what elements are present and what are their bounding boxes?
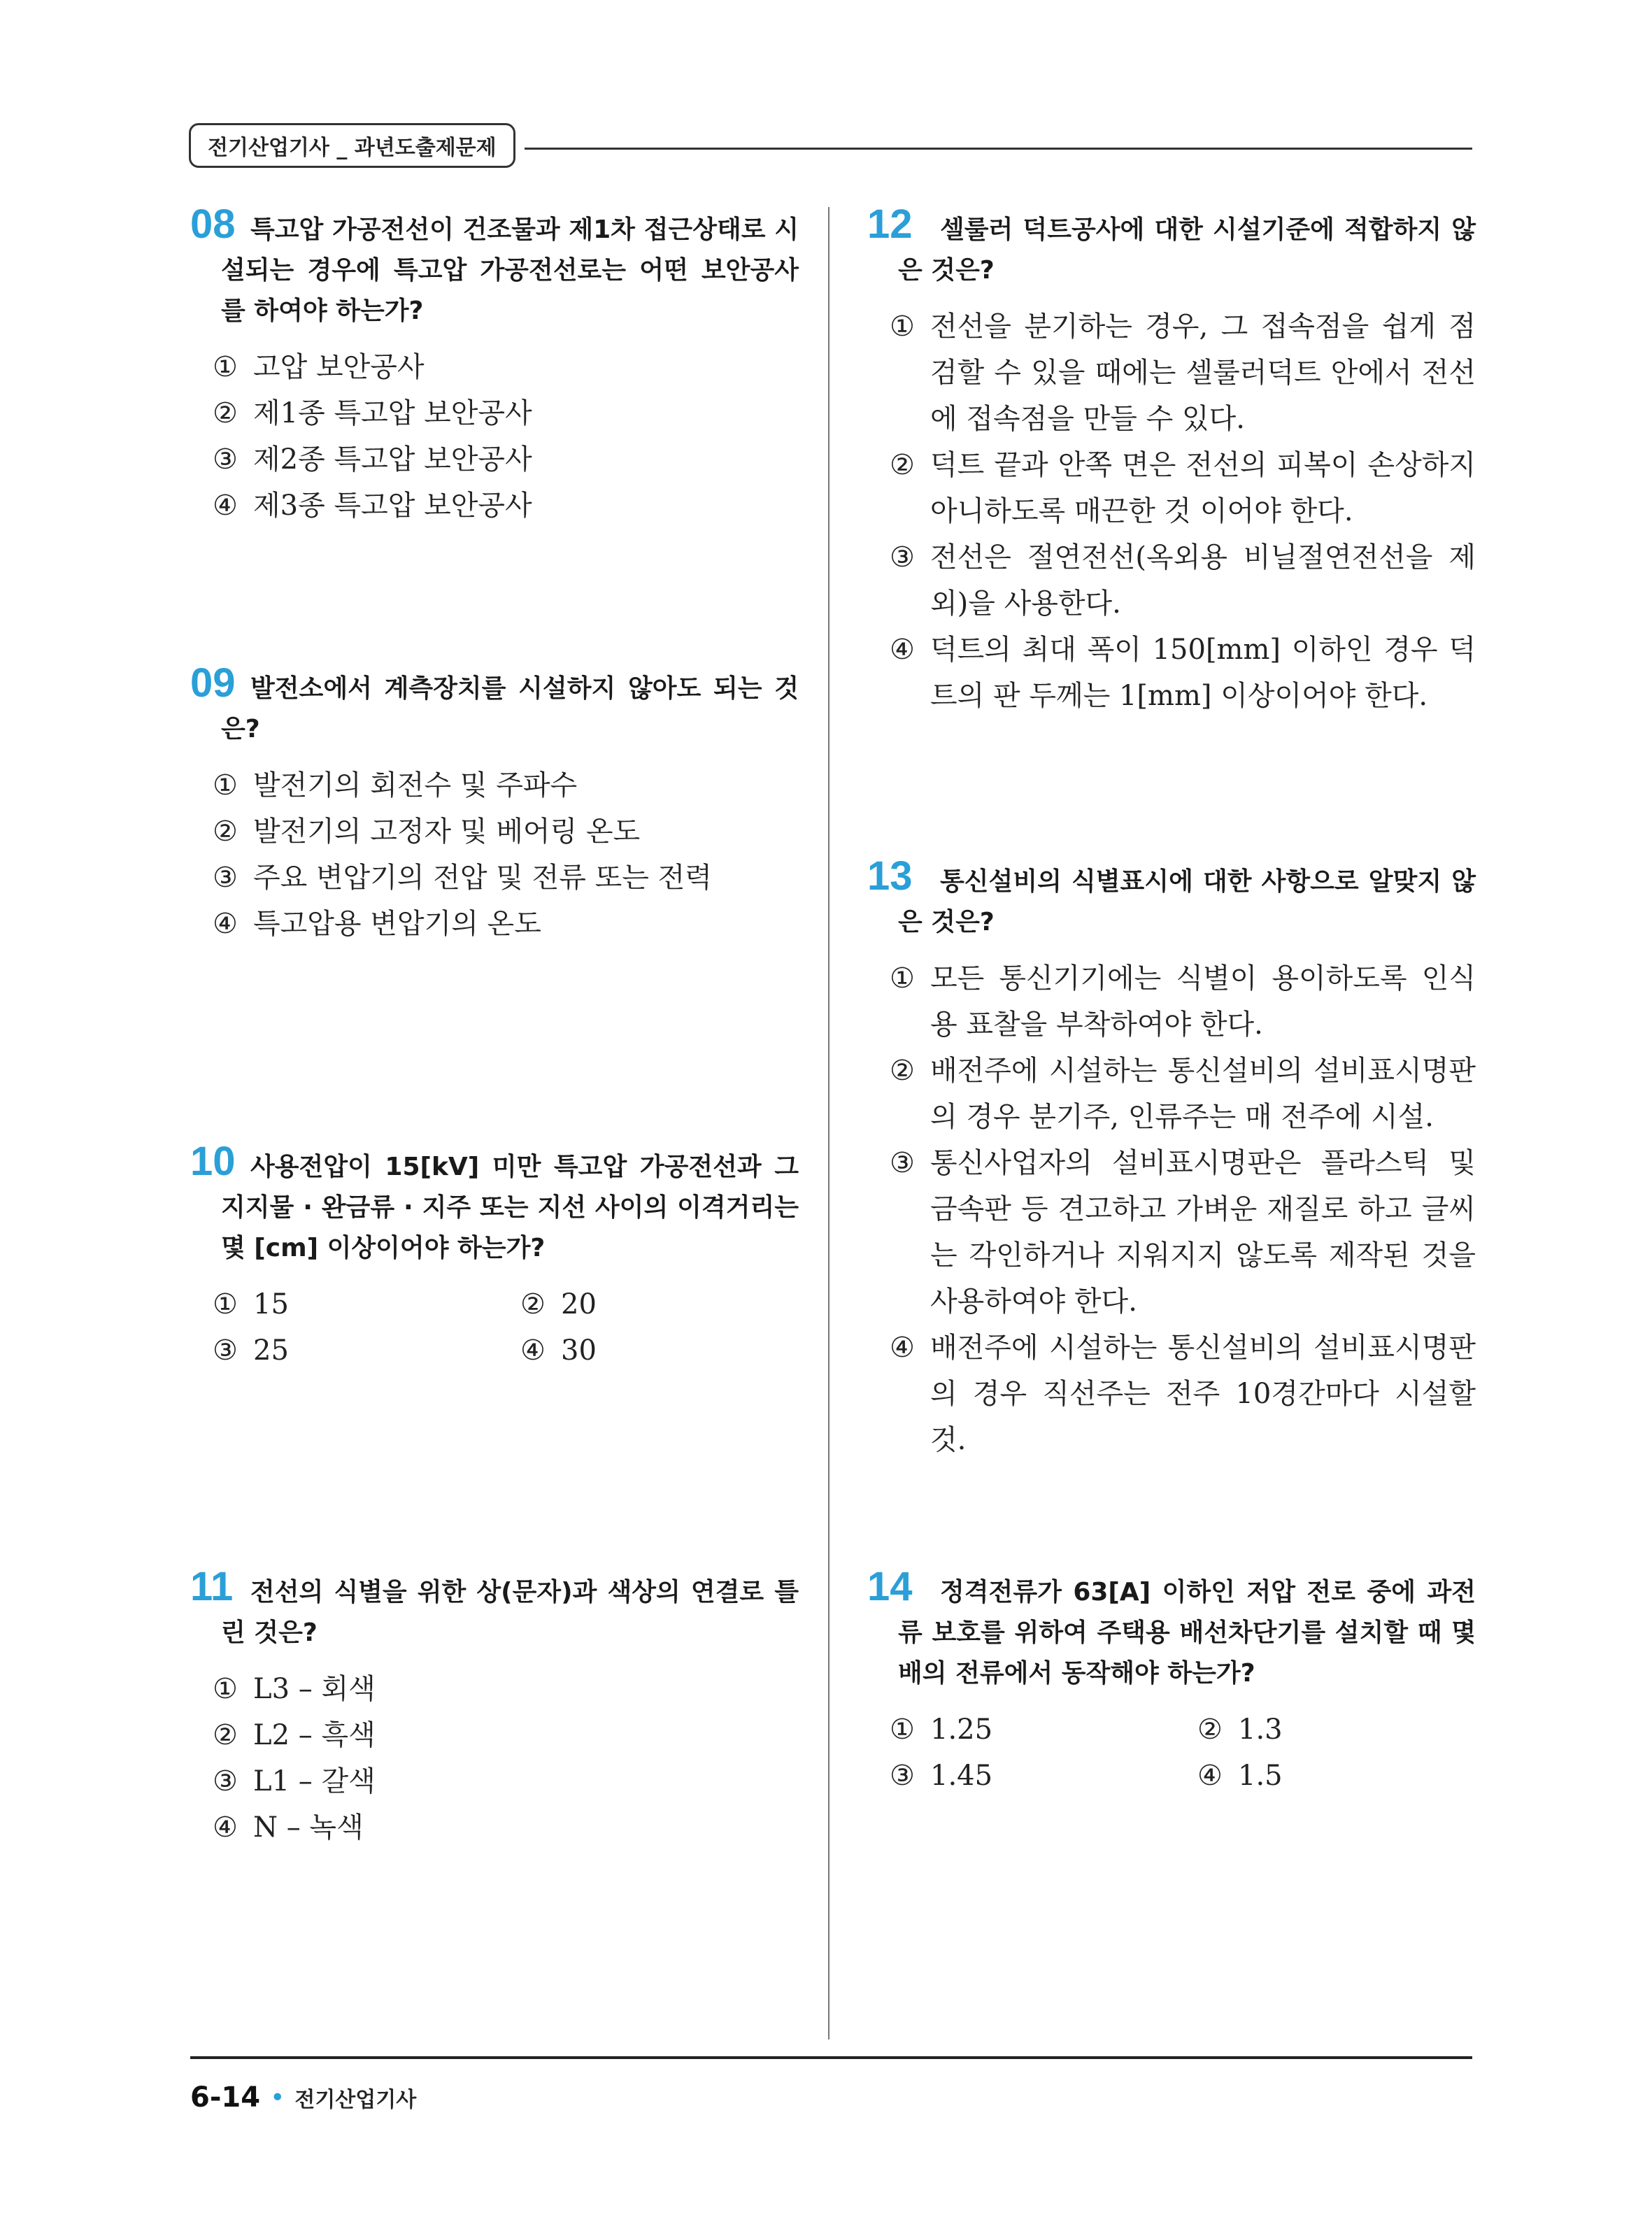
footer-title: 전기산업기사: [294, 2088, 417, 2112]
choice-mark: ②: [1197, 1714, 1223, 1746]
choice-text: 배전주에 시설하는 통신설비의 설비표시명판의 경우 직선주는 전주 10경간마다 시설할 것.: [930, 1332, 1476, 1456]
choice-text: 특고압용 변압기의 온도: [253, 908, 541, 940]
column-divider: [828, 207, 829, 2039]
bullet-dot-icon: •: [270, 2083, 285, 2112]
question-number: 11: [190, 1564, 234, 1609]
question-11: [190, 1564, 799, 1851]
question-text: 특고압 가공전선이 건조물과 제1차 접근상태로 시설되는 경우에 특고압 가공전선로는 어떤 보안공사를 하여야 하는가?: [221, 215, 799, 325]
question-text: 통신설비의 식별표시에 대한 사항으로 알맞지 않은 것은?: [898, 867, 1476, 937]
choice-item[interactable]: [213, 1327, 520, 1374]
choice-item[interactable]: [213, 1758, 799, 1804]
choice-mark: ④: [890, 634, 915, 666]
choice-list: [190, 1666, 799, 1851]
choice-text: L3 – 회색: [253, 1673, 376, 1705]
choice-list: [867, 304, 1476, 719]
question-head: [867, 201, 1476, 291]
choice-mark: ④: [520, 1334, 546, 1367]
choice-mark: ①: [213, 769, 238, 802]
question-head: [867, 1564, 1476, 1694]
question-13: [867, 853, 1476, 1463]
choice-mark: ②: [520, 1288, 546, 1320]
question-head: [867, 853, 1476, 943]
choice-mark: ③: [213, 1334, 238, 1367]
question-head: [190, 1139, 799, 1269]
question-number: 12: [867, 201, 913, 247]
choice-item[interactable]: [890, 627, 1476, 719]
choice-text: 고압 보안공사: [253, 351, 425, 383]
choice-mark: ③: [890, 1760, 915, 1792]
choice-item[interactable]: [213, 390, 799, 436]
choice-text: 1.5: [1238, 1760, 1283, 1792]
choice-mark: ③: [890, 541, 915, 574]
choice-text: 발전기의 회전수 및 주파수: [253, 769, 578, 802]
choice-item[interactable]: [890, 1325, 1476, 1463]
header-rule: [525, 148, 1472, 150]
choice-item[interactable]: [213, 1666, 799, 1712]
choice-text: 모든 통신기기에는 식별이 용이하도록 인식용 표찰을 부착하여야 한다.: [930, 962, 1476, 1041]
choice-mark: ②: [213, 816, 238, 848]
choice-text: 25: [253, 1334, 289, 1367]
question-09: [190, 660, 799, 947]
choice-item[interactable]: [213, 855, 799, 901]
question-14: [867, 1564, 1476, 1799]
choice-text: 30: [561, 1334, 597, 1367]
choice-text: 1.45: [930, 1760, 993, 1792]
question-head: [190, 1564, 799, 1653]
question-text: 전선의 식별을 위한 상(문자)과 색상의 연결로 틀린 것은?: [221, 1578, 799, 1647]
choice-text: 덕트 끝과 안쪽 면은 전선의 피복이 손상하지 아니하도록 매끈한 것 이어야 한다.: [930, 449, 1476, 527]
choice-item[interactable]: [890, 442, 1476, 534]
choice-mark: ①: [890, 962, 915, 995]
choice-item[interactable]: [213, 436, 799, 483]
choice-list: [190, 762, 799, 947]
choice-item[interactable]: [213, 1281, 520, 1327]
choice-text: L1 – 갈색: [253, 1765, 376, 1797]
choice-mark: ①: [213, 351, 238, 383]
question-number: 14: [867, 1564, 913, 1609]
choice-item[interactable]: [520, 1281, 800, 1327]
choice-item[interactable]: [1197, 1707, 1477, 1753]
question-text: 사용전압이 15[kV] 미만 특고압 가공전선과 그 지지물 · 완금류 · 지주 또는 지선 사이의 이격거리는 몇 [cm] 이상이어야 하는가?: [221, 1153, 799, 1262]
question-number: 13: [867, 853, 913, 899]
choice-mark: ②: [890, 1055, 915, 1087]
choice-mark: ③: [213, 443, 238, 476]
choice-item[interactable]: [213, 762, 799, 809]
choice-item[interactable]: [890, 1707, 1197, 1753]
choice-item[interactable]: [1197, 1753, 1477, 1799]
choice-item[interactable]: [213, 1712, 799, 1758]
choice-item[interactable]: [890, 1048, 1476, 1140]
choice-text: 20: [561, 1288, 597, 1320]
choice-mark: ②: [890, 449, 915, 481]
choice-list: [867, 1707, 1476, 1799]
question-number: 10: [190, 1139, 236, 1184]
choice-text: 제3종 특고압 보안공사: [253, 490, 532, 522]
choice-text: N – 녹색: [253, 1811, 364, 1844]
choice-text: 1.3: [1238, 1714, 1283, 1746]
choice-list: [190, 344, 799, 529]
choice-text: 통신사업자의 설비표시명판은 플라스틱 및 금속판 등 견고하고 가벼운 재질로 하고 글씨는 각인하거나 지워지지 않도록 제작된 것을 사용하여야 한다.: [930, 1147, 1476, 1318]
header-title: [189, 123, 515, 168]
choice-text: 1.25: [930, 1714, 993, 1746]
choice-item[interactable]: [890, 534, 1476, 627]
question-12: [867, 201, 1476, 719]
choice-item[interactable]: [890, 955, 1476, 1048]
choice-item[interactable]: [213, 809, 799, 855]
question-number: 09: [190, 660, 236, 706]
question-text: 셀룰러 덕트공사에 대한 시설기준에 적합하지 않은 것은?: [898, 215, 1476, 285]
choice-mark: ②: [213, 1719, 238, 1751]
question-text: 발전소에서 계측장치를 시설하지 않아도 되는 것은?: [221, 674, 799, 743]
choice-item[interactable]: [890, 304, 1476, 442]
choice-mark: ④: [213, 490, 238, 522]
choice-text: 발전기의 고정자 및 베어링 온도: [253, 816, 641, 848]
choice-text: 덕트의 최대 폭이 150[mm] 이하인 경우 덕트의 판 두께는 1[mm] 이상이어야 한다.: [930, 634, 1476, 712]
question-number: 08: [190, 201, 236, 247]
question-head: [190, 660, 799, 750]
choice-text: 전선은 절연전선(옥외용 비닐절연전선을 제외)을 사용한다.: [930, 541, 1476, 620]
choice-mark: ③: [213, 862, 238, 894]
question-10: [190, 1139, 799, 1374]
choice-mark: ①: [213, 1288, 238, 1320]
choice-list: [867, 955, 1476, 1463]
choice-mark: ①: [213, 1673, 238, 1705]
choice-mark: ③: [890, 1147, 915, 1179]
choice-item[interactable]: [213, 483, 799, 529]
question-head: [190, 201, 799, 332]
header-title-text: 전기산업기사 _ 과년도출제문제: [208, 136, 497, 160]
footer: [190, 2081, 416, 2114]
choice-mark: ④: [890, 1332, 915, 1364]
choice-list: [190, 1281, 799, 1374]
choice-mark: ①: [890, 1714, 915, 1746]
choice-item[interactable]: [213, 344, 799, 390]
question-08: [190, 201, 799, 529]
choice-text: 제1종 특고압 보안공사: [253, 397, 532, 429]
question-text: 정격전류가 63[A] 이하인 저압 전로 중에 과전류 보호를 위하여 주택용 배선차단기를 설치할 때 몇 배의 전류에서 동작해야 하는가?: [898, 1578, 1476, 1688]
choice-item[interactable]: [890, 1140, 1476, 1325]
choice-text: 15: [253, 1288, 289, 1320]
choice-item[interactable]: [213, 901, 799, 947]
footer-rule: [190, 2056, 1472, 2059]
choice-mark: ①: [890, 311, 915, 343]
choice-text: 주요 변압기의 전압 및 전류 또는 전력: [253, 862, 712, 894]
choice-item[interactable]: [890, 1753, 1197, 1799]
choice-mark: ③: [213, 1765, 238, 1797]
choice-item[interactable]: [520, 1327, 800, 1374]
choice-mark: ②: [213, 397, 238, 429]
choice-mark: ④: [1197, 1760, 1223, 1792]
choice-text: L2 – 흑색: [253, 1719, 376, 1751]
choice-mark: ④: [213, 908, 238, 940]
choice-item[interactable]: [213, 1804, 799, 1851]
choice-text: 배전주에 시설하는 통신설비의 설비표시명판의 경우 분기주, 인류주는 매 전주에 시설.: [930, 1055, 1476, 1133]
choice-mark: ④: [213, 1811, 238, 1844]
choice-text: 제2종 특고압 보안공사: [253, 443, 532, 476]
page-number: 6-14: [190, 2081, 261, 2114]
choice-text: 전선을 분기하는 경우, 그 접속점을 쉽게 점검할 수 있을 때에는 셀룰러덕트 안에서 전선에 접속점을 만들 수 있다.: [930, 311, 1476, 435]
